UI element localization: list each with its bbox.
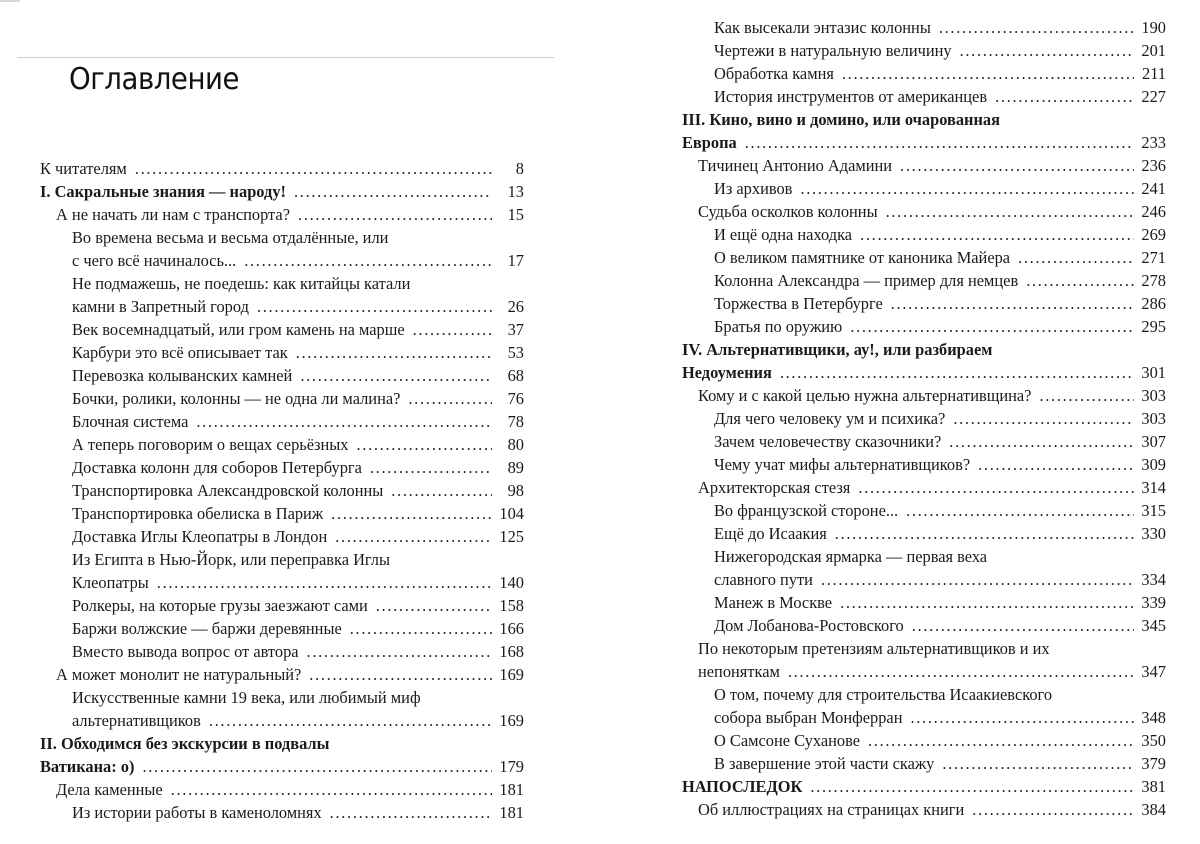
- dot-leader: [840, 591, 1134, 614]
- dot-leader: [835, 522, 1134, 545]
- dot-leader: [209, 709, 492, 732]
- dot-leader: [300, 364, 492, 387]
- toc-entry-row: [714, 430, 1166, 453]
- toc-page-number: 227: [1141, 87, 1166, 106]
- toc-entry-title: Век восемнадцатый, или гром камень на марше: [72, 320, 405, 339]
- toc-entry-row: [72, 525, 524, 548]
- dot-leader: [745, 131, 1134, 154]
- toc-page-number: 348: [1141, 708, 1166, 727]
- toc-entry-title: А не начать ли нам с транспорта?: [56, 205, 290, 224]
- dot-leader: [886, 200, 1134, 223]
- toc-entry[interactable]: [40, 778, 524, 801]
- toc-entry[interactable]: [682, 85, 1166, 108]
- toc-entry-row: [56, 778, 524, 801]
- dot-leader: [171, 778, 492, 801]
- toc-page-number: 350: [1141, 731, 1166, 750]
- toc-entry-title: Из архивов: [714, 179, 793, 198]
- toc-entry-row: [714, 85, 1166, 108]
- toc-page-number: 169: [499, 711, 524, 730]
- dot-leader: [939, 16, 1134, 39]
- toc-entry-row: [714, 62, 1166, 85]
- toc-page-number: 278: [1141, 271, 1166, 290]
- toc-entry-title: Клеопатры: [72, 573, 149, 592]
- toc-page-number: 140: [499, 573, 524, 592]
- toc-entry-row: [714, 568, 1166, 591]
- toc-entry-row: [714, 752, 1166, 775]
- toc-entry-row: [714, 292, 1166, 315]
- toc-page-number: 179: [499, 757, 524, 776]
- toc-entry-row: [698, 660, 1166, 683]
- toc-entry[interactable]: [40, 617, 524, 640]
- toc-entry-title: Манеж в Москве: [714, 593, 833, 612]
- toc-page-number: 330: [1141, 524, 1166, 543]
- toc-entry-row: [714, 729, 1166, 752]
- toc-page-number: 190: [1141, 18, 1166, 37]
- toc-page-number: 76: [507, 389, 524, 408]
- toc-entry[interactable]: [682, 430, 1166, 453]
- dot-leader: [1026, 269, 1134, 292]
- dot-leader: [810, 775, 1134, 798]
- toc-entry[interactable]: [40, 640, 524, 663]
- toc-page-number: 241: [1141, 179, 1166, 198]
- toc-list-right: [682, 16, 1166, 821]
- dot-leader: [356, 433, 492, 456]
- toc-entry[interactable]: [682, 752, 1166, 775]
- toc-entry-row: [714, 614, 1166, 637]
- toc-entry-row: [714, 522, 1166, 545]
- toc-entry-row: [682, 361, 1166, 384]
- toc-page-number: 181: [499, 780, 524, 799]
- dot-leader: [949, 430, 1134, 453]
- toc-page-number: 26: [507, 297, 524, 316]
- toc-entry-row: [72, 410, 524, 433]
- toc-entry[interactable]: [682, 384, 1166, 407]
- toc-entry[interactable]: [682, 476, 1166, 499]
- toc-chapter-entry[interactable]: [682, 108, 1166, 154]
- toc-page-number: 169: [499, 665, 524, 684]
- page-edge-mark: [0, 0, 20, 2]
- toc-entry-title: Для чего человеку ум и психика?: [714, 409, 946, 428]
- toc-entry[interactable]: [682, 522, 1166, 545]
- toc-entry-title: Из истории работы в каменоломнях: [72, 803, 322, 822]
- toc-page-number: 314: [1141, 478, 1166, 497]
- toc-entry-title: с чего всё начиналось...: [72, 251, 237, 270]
- toc-entry[interactable]: [682, 729, 1166, 752]
- dot-leader: [910, 706, 1134, 729]
- toc-page-number: 303: [1141, 386, 1166, 405]
- toc-entry-title-line: III. Кино, вино и домино, или очарованная: [682, 110, 1000, 129]
- toc-entry-title: Ролкеры, на которые грузы заезжают сами: [72, 596, 368, 615]
- toc-page-number: 98: [507, 481, 524, 500]
- toc-page-number: 345: [1141, 616, 1166, 635]
- toc-entry-title: Тичинец Антонио Адамини: [698, 156, 893, 175]
- dot-leader: [391, 479, 492, 502]
- toc-page-number: 166: [499, 619, 524, 638]
- toc-entry-row: [714, 407, 1166, 430]
- toc-entry-row: [714, 499, 1166, 522]
- toc-entry-title: А может монолит не натуральный?: [56, 665, 302, 684]
- toc-page-number: 301: [1141, 363, 1166, 382]
- toc-entry-row: [714, 591, 1166, 614]
- dot-leader: [906, 499, 1134, 522]
- dot-leader: [157, 571, 492, 594]
- dot-leader: [953, 407, 1134, 430]
- toc-entry[interactable]: [682, 499, 1166, 522]
- dot-leader: [912, 614, 1134, 637]
- toc-entry-row: [72, 801, 524, 824]
- toc-entry-title: О великом памятнике от каноника Майера: [714, 248, 1011, 267]
- toc-page-number: 315: [1141, 501, 1166, 520]
- toc-page-number: 201: [1141, 41, 1166, 60]
- toc-entry[interactable]: [40, 456, 524, 479]
- toc-entry-title: Чертежи в натуральную величину: [714, 41, 952, 60]
- toc-entry-title: Колонна Александра — пример для немцев: [714, 271, 1019, 290]
- dot-leader: [142, 755, 492, 778]
- dot-leader: [868, 729, 1134, 752]
- toc-page-number: 211: [1142, 64, 1166, 83]
- toc-entry-row: [72, 709, 524, 732]
- toc-entry[interactable]: [40, 433, 524, 456]
- dot-leader: [309, 663, 492, 686]
- toc-page-number: 104: [499, 504, 524, 523]
- toc-chapter-entry[interactable]: [40, 732, 524, 778]
- dot-leader: [413, 318, 492, 341]
- toc-entry[interactable]: [40, 686, 524, 732]
- toc-entry-title: непоняткам: [698, 662, 780, 681]
- toc-page-number: 181: [499, 803, 524, 822]
- toc-entry[interactable]: [40, 341, 524, 364]
- toc-entry-row: [714, 706, 1166, 729]
- toc-page-number: 236: [1141, 156, 1166, 175]
- toc-page-number: 17: [507, 251, 524, 270]
- toc-entry-row: [698, 798, 1166, 821]
- toc-page-number: 246: [1141, 202, 1166, 221]
- toc-entry-title: Во французской стороне...: [714, 501, 899, 520]
- toc-entry-title: А теперь поговорим о вещах серьёзных: [72, 435, 349, 454]
- toc-entry-row: [72, 571, 524, 594]
- toc-entry-row: [698, 384, 1166, 407]
- toc-entry-title: Ещё до Исаакия: [714, 524, 827, 543]
- dot-leader: [995, 85, 1134, 108]
- toc-entry[interactable]: [682, 246, 1166, 269]
- dot-leader: [335, 525, 492, 548]
- toc-entry-title: Обработка камня: [714, 64, 834, 83]
- right-page: [600, 0, 1200, 844]
- toc-entry-title: Доставка Иглы Клеопатры в Лондон: [72, 527, 328, 546]
- toc-entry[interactable]: [40, 594, 524, 617]
- toc-entry-title: Доставка колонн для соборов Петербурга: [72, 458, 362, 477]
- toc-entry-title: Баржи волжские — баржи деревянные: [72, 619, 342, 638]
- toc-entry[interactable]: [682, 798, 1166, 821]
- toc-entry[interactable]: [40, 364, 524, 387]
- toc-page-number: 168: [499, 642, 524, 661]
- toc-entry-title: НАПОСЛЕДОК: [682, 777, 803, 796]
- toc-entry-title-line: Искусственные камни 19 века, или любимый миф: [72, 688, 421, 707]
- toc-page-number: 381: [1141, 777, 1166, 796]
- toc-entry-row: [72, 433, 524, 456]
- toc-entry[interactable]: [40, 226, 524, 272]
- toc-entry[interactable]: [682, 453, 1166, 476]
- toc-page-number: 347: [1141, 662, 1166, 681]
- toc-entry-title: славного пути: [714, 570, 813, 589]
- toc-entry-row: [714, 39, 1166, 62]
- toc-entry-row: [72, 594, 524, 617]
- toc-entry-title: камни в Запретный город: [72, 297, 249, 316]
- toc-entry-title: История инструментов от американцев: [714, 87, 988, 106]
- toc-entry[interactable]: [40, 663, 524, 686]
- toc-entry-row: [682, 775, 1166, 798]
- toc-entry[interactable]: [40, 272, 524, 318]
- toc-page-number: 158: [499, 596, 524, 615]
- toc-entry[interactable]: [40, 801, 524, 824]
- toc-entry[interactable]: [40, 525, 524, 548]
- dot-leader: [858, 476, 1134, 499]
- toc-entry-title: Ватикана: о): [40, 757, 135, 776]
- toc-entry[interactable]: [682, 683, 1166, 729]
- toc-entry[interactable]: [682, 39, 1166, 62]
- toc-entry-row: [40, 755, 524, 778]
- toc-entry-title: I. Сакральные знания — народу!: [40, 182, 286, 201]
- dot-leader: [331, 502, 492, 525]
- toc-page-number: 271: [1141, 248, 1166, 267]
- toc-chapter-entry[interactable]: [40, 180, 524, 203]
- toc-page-number: 269: [1141, 225, 1166, 244]
- toc-entry-title: Дом Лобанова-Ростовского: [714, 616, 904, 635]
- toc-entry[interactable]: [682, 591, 1166, 614]
- dot-leader: [196, 410, 492, 433]
- dot-leader: [298, 203, 492, 226]
- toc-entry-title: О Самсоне Суханове: [714, 731, 860, 750]
- toc-entry[interactable]: [682, 614, 1166, 637]
- dot-leader: [135, 157, 492, 180]
- toc-entry-title: Европа: [682, 133, 737, 152]
- toc-page-number: 15: [507, 205, 524, 224]
- toc-entry-row: [682, 131, 1166, 154]
- toc-entry-row: [72, 364, 524, 387]
- toc-entry[interactable]: [682, 407, 1166, 430]
- toc-entry[interactable]: [40, 410, 524, 433]
- dot-leader: [408, 387, 492, 410]
- toc-page-number: 233: [1141, 133, 1166, 152]
- toc-entry-title: Бочки, ролики, колонны — не одна ли малина?: [72, 389, 401, 408]
- toc-entry[interactable]: [40, 203, 524, 226]
- toc-entry[interactable]: [40, 548, 524, 594]
- toc-entry-row: [72, 318, 524, 341]
- toc-page-number: 8: [515, 159, 524, 178]
- toc-entry-title: Зачем человечеству сказочники?: [714, 432, 942, 451]
- toc-page-number: 307: [1141, 432, 1166, 451]
- toc-page-number: 295: [1141, 317, 1166, 336]
- toc-entry[interactable]: [682, 177, 1166, 200]
- toc-entry-row: [40, 180, 524, 203]
- toc-entry-title: Кому и с какой целью нужна альтернативщина?: [698, 386, 1032, 405]
- toc-entry-title: Как высекали энтазис колонны: [714, 18, 931, 37]
- dot-leader: [330, 801, 492, 824]
- header-rule: [17, 57, 554, 58]
- toc-entry-title-line: Не подмажешь, не поедешь: как китайцы катали: [72, 274, 411, 293]
- toc-entry-row: [72, 295, 524, 318]
- toc-entry-title: Судьба осколков колонны: [698, 202, 878, 221]
- toc-entry-title-line: Нижегородская ярмарка — первая веха: [714, 547, 988, 566]
- toc-entry-title: И ещё одна находка: [714, 225, 853, 244]
- toc-chapter-entry[interactable]: [40, 157, 524, 180]
- toc-page-number: 309: [1141, 455, 1166, 474]
- dot-leader: [376, 594, 492, 617]
- dot-leader: [960, 39, 1134, 62]
- toc-entry-title: собора выбран Монферран: [714, 708, 903, 727]
- toc-entry-title-line: О том, почему для строительства Исаакиевского: [714, 685, 1053, 704]
- toc-page-number: 303: [1141, 409, 1166, 428]
- toc-entry-title: Дела каменные: [56, 780, 163, 799]
- toc-entry-row: [72, 617, 524, 640]
- toc-entry-row: [714, 177, 1166, 200]
- toc-entry-row: [714, 223, 1166, 246]
- dot-leader: [370, 456, 492, 479]
- page-title: Оглавление: [69, 62, 240, 97]
- toc-entry-title-line: По некоторым претензиям альтернативщиков и их: [698, 639, 1050, 658]
- toc-entry[interactable]: [682, 545, 1166, 591]
- toc-entry-title-line: Из Египта в Нью-Йорк, или переправка Иглы: [72, 550, 390, 569]
- toc-entry-title: Недоумения: [682, 363, 772, 382]
- dot-leader: [972, 798, 1134, 821]
- toc-entry-title: Об иллюстрациях на страницах книги: [698, 800, 965, 819]
- toc-entry[interactable]: [682, 223, 1166, 246]
- toc-entry-title: Карбури это всё описывает так: [72, 343, 288, 362]
- toc-entry-title: Братья по оружию: [714, 317, 843, 336]
- toc-page-number: 379: [1141, 754, 1166, 773]
- toc-page-number: 339: [1141, 593, 1166, 612]
- toc-entry-row: [56, 203, 524, 226]
- dot-leader: [860, 223, 1134, 246]
- toc-entry-title: Торжества в Петербурге: [714, 294, 883, 313]
- dot-leader: [891, 292, 1134, 315]
- toc-entry[interactable]: [682, 200, 1166, 223]
- dot-leader: [850, 315, 1134, 338]
- dot-leader: [350, 617, 492, 640]
- toc-entry[interactable]: [682, 16, 1166, 39]
- toc-entry[interactable]: [682, 154, 1166, 177]
- toc-entry-row: [714, 269, 1166, 292]
- toc-entry-row: [714, 246, 1166, 269]
- dot-leader: [294, 180, 492, 203]
- toc-entry-row: [72, 341, 524, 364]
- toc-entry-title: Вместо вывода вопрос от автора: [72, 642, 299, 661]
- toc-entry-title: К читателям: [40, 159, 127, 178]
- toc-entry[interactable]: [40, 387, 524, 410]
- dot-leader: [257, 295, 492, 318]
- dot-leader: [788, 660, 1134, 683]
- toc-page-number: 13: [507, 182, 524, 201]
- toc-entry-title: В завершение этой части скажу: [714, 754, 935, 773]
- dot-leader: [1039, 384, 1134, 407]
- toc-entry-row: [698, 476, 1166, 499]
- toc-entry[interactable]: [682, 292, 1166, 315]
- toc-entry-title: альтернативщиков: [72, 711, 201, 730]
- toc-entry-title-line: IV. Альтернативщики, ау!, или разбираем: [682, 340, 993, 359]
- toc-entry-row: [714, 453, 1166, 476]
- toc-page-number: 125: [499, 527, 524, 546]
- dot-leader: [780, 361, 1134, 384]
- toc-entry-row: [698, 154, 1166, 177]
- toc-page-number: 334: [1141, 570, 1166, 589]
- toc-chapter-entry[interactable]: [682, 338, 1166, 384]
- dot-leader: [821, 568, 1134, 591]
- toc-entry-title-line: Во времена весьма и весьма отдалённые, или: [72, 228, 389, 247]
- dot-leader: [800, 177, 1134, 200]
- toc-entry-row: [72, 249, 524, 272]
- toc-page-number: 89: [507, 458, 524, 477]
- toc-page-number: 384: [1141, 800, 1166, 819]
- toc-chapter-entry[interactable]: [682, 775, 1166, 798]
- toc-entry[interactable]: [40, 318, 524, 341]
- toc-entry-title: Блочная система: [72, 412, 189, 431]
- dot-leader: [307, 640, 492, 663]
- dot-leader: [942, 752, 1134, 775]
- toc-entry-row: [72, 456, 524, 479]
- toc-entry[interactable]: [682, 269, 1166, 292]
- toc-entry-row: [714, 16, 1166, 39]
- toc-entry-row: [40, 157, 524, 180]
- dot-leader: [244, 249, 492, 272]
- toc-entry-row: [72, 387, 524, 410]
- toc-entry[interactable]: [682, 637, 1166, 683]
- toc-entry-title: Транспортировка обелиска в Париж: [72, 504, 324, 523]
- toc-entry-row: [698, 200, 1166, 223]
- toc-entry[interactable]: [682, 315, 1166, 338]
- toc-page-number: 53: [507, 343, 524, 362]
- toc-entry-row: [72, 502, 524, 525]
- dot-leader: [900, 154, 1134, 177]
- toc-entry[interactable]: [682, 62, 1166, 85]
- toc-entry[interactable]: [40, 479, 524, 502]
- toc-entry-title-line: II. Обходимся без экскурсии в подвалы: [40, 734, 330, 753]
- toc-entry-title: Архитекторская стезя: [698, 478, 851, 497]
- toc-entry-title: Чему учат мифы альтернативщиков?: [714, 455, 971, 474]
- toc-page-number: 286: [1141, 294, 1166, 313]
- toc-list-left: [40, 157, 524, 824]
- toc-page-number: 37: [507, 320, 524, 339]
- toc-page-number: 68: [507, 366, 524, 385]
- toc-entry[interactable]: [40, 502, 524, 525]
- toc-entry-row: [72, 640, 524, 663]
- toc-page-number: 78: [507, 412, 524, 431]
- toc-page-number: 80: [507, 435, 524, 454]
- toc-entry-title: Транспортировка Александровской колонны: [72, 481, 384, 500]
- toc-entry-row: [714, 315, 1166, 338]
- dot-leader: [978, 453, 1134, 476]
- dot-leader: [842, 62, 1134, 85]
- dot-leader: [1018, 246, 1134, 269]
- toc-entry-row: [72, 479, 524, 502]
- toc-entry-row: [56, 663, 524, 686]
- dot-leader: [296, 341, 492, 364]
- toc-entry-title: Перевозка колыванских камней: [72, 366, 293, 385]
